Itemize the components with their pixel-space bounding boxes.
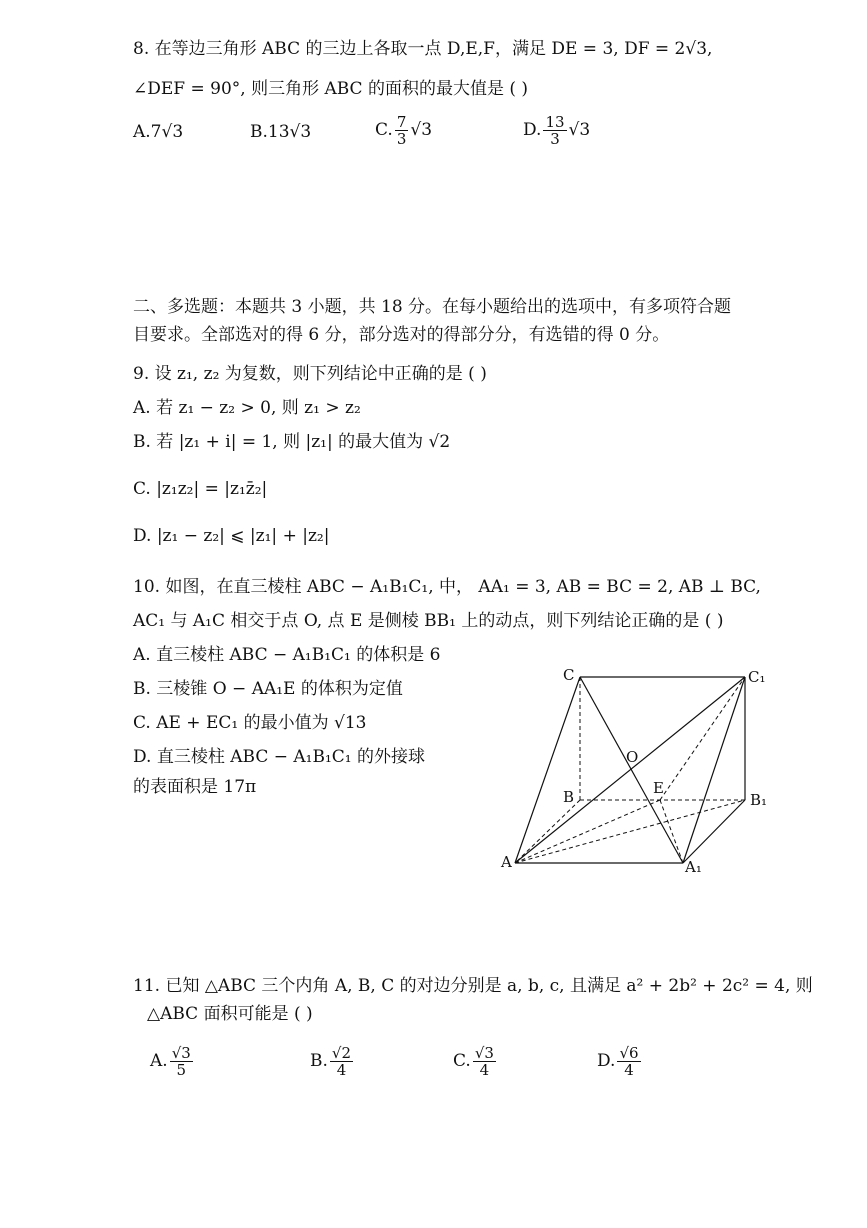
q10-stem-line1: 10. 如图，在直三棱柱 ABC − A₁B₁C₁, 中， AA₁ = 3, AB = BC = 2, AB ⊥ BC, <box>133 577 761 597</box>
q10-option-b[interactable]: B. 三棱锥 O − AA₁E 的体积为定值 <box>133 679 403 699</box>
label-e: E <box>653 779 664 797</box>
q11-option-d-fraction <box>617 1045 640 1078</box>
q10-prism-figure <box>495 660 785 885</box>
segment-e-a1 <box>660 800 683 863</box>
q8-option-c-numerator: 7 <box>396 112 407 131</box>
q8-option-d-fraction <box>543 114 566 147</box>
label-a1: A₁ <box>685 858 702 876</box>
q11-option-c-denominator: 4 <box>479 1060 490 1079</box>
edge-b1-a1 <box>683 800 745 863</box>
label-c: C <box>563 666 575 684</box>
q8-option-d[interactable] <box>523 108 590 152</box>
q11-option-d[interactable] <box>597 1038 643 1084</box>
q11-option-a-label: A. <box>150 1051 168 1071</box>
q8-stem-line1: 8. 在等边三角形 ABC 的三边上各取一点 D,E,F，满足 DE = 3, DF = 2√3, <box>133 39 713 59</box>
q11-option-c-fraction <box>473 1045 496 1078</box>
edge-b-a <box>515 800 580 863</box>
q10-option-a[interactable]: A. 直三棱柱 ABC − A₁B₁C₁ 的体积是 6 <box>133 645 441 665</box>
q11-stem-line2: △ABC 面积可能是 ( ) <box>147 1004 313 1024</box>
q11-option-c[interactable] <box>453 1038 498 1084</box>
q11-option-d-denominator: 4 <box>624 1060 634 1079</box>
label-o: O <box>626 748 639 766</box>
q8-option-b[interactable] <box>250 112 311 152</box>
q10-option-c[interactable]: C. AE + EC₁ 的最小值为 √13 <box>133 713 367 733</box>
segment-e-c1 <box>660 677 745 800</box>
q8-option-a-text: A.7√3 <box>133 122 184 142</box>
q9-option-a[interactable]: A. 若 z₁ − z₂ > 0, 则 z₁ > z₂ <box>133 398 361 418</box>
q11-option-b-denominator: 4 <box>336 1060 347 1079</box>
edge-c-a1 <box>580 677 683 863</box>
q11-option-b[interactable] <box>310 1038 355 1084</box>
q9-option-b[interactable]: B. 若 |z₁ + i| = 1, 则 |z₁| 的最大值为 √2 <box>133 432 451 452</box>
q10-stem-line2: AC₁ 与 A₁C 相交于点 O, 点 E 是侧棱 BB₁ 上的动点，则下列结论正确的是 ( ) <box>133 611 724 631</box>
q11-option-b-fraction <box>330 1045 353 1078</box>
label-c1: C₁ <box>748 668 766 686</box>
q11-option-c-label: C. <box>453 1051 471 1071</box>
label-b: B <box>563 788 575 806</box>
q8-option-d-denominator: 3 <box>550 129 560 148</box>
q11-option-b-label: B. <box>310 1051 328 1071</box>
q8-option-d-root: √3 <box>568 120 591 140</box>
q11-option-d-numerator: √6 <box>619 1043 639 1062</box>
q11-option-a-denominator: 5 <box>176 1060 187 1079</box>
label-a: A <box>501 853 512 871</box>
q8-option-d-numerator: 13 <box>545 112 565 131</box>
q9-option-d[interactable]: D. |z₁ − z₂| ⩽ |z₁| + |z₂| <box>133 526 330 546</box>
q11-option-d-label: D. <box>597 1051 616 1071</box>
section2-heading-line1: 二、多选题：本题共 3 小题，共 18 分。在每小题给出的选项中，有多项符合题 <box>133 297 732 317</box>
q9-stem: 9. 设 z₁, z₂ 为复数，则下列结论中正确的是 ( ) <box>133 364 487 384</box>
label-b1: B₁ <box>750 791 768 809</box>
q8-option-c-denominator: 3 <box>396 129 407 148</box>
q8-option-c-label: C. <box>375 120 393 140</box>
q8-stem-line2: ∠DEF = 90°, 则三角形 ABC 的面积的最大值是 ( ) <box>133 79 529 99</box>
q11-option-a[interactable] <box>150 1038 195 1084</box>
q11-option-b-numerator: √2 <box>331 1043 352 1062</box>
q8-option-d-label: D. <box>523 120 542 140</box>
q11-option-c-numerator: √3 <box>474 1043 494 1062</box>
q11-option-a-numerator: √3 <box>171 1043 191 1062</box>
q8-option-a[interactable] <box>133 112 183 152</box>
edge-a-c <box>515 677 580 863</box>
q11-option-a-fraction <box>170 1045 193 1078</box>
q11-stem-line1: 11. 已知 △ABC 三个内角 A, B, C 的对边分别是 a, b, c, 且满足 a² + 2b² + 2c² = 4, 则 <box>133 976 813 996</box>
q10-option-d-line2: 的表面积是 17π <box>133 777 257 797</box>
q9-option-c[interactable]: C. |z₁z₂| = |z₁z̄₂| <box>133 479 268 499</box>
q8-option-c-root: √3 <box>410 120 433 140</box>
section2-heading-line2: 目要求。全部选对的得 6 分，部分选对的得部分分，有选错的得 0 分。 <box>133 325 670 345</box>
segment-a-e <box>515 800 660 863</box>
q8-option-b-text: B.13√3 <box>250 122 312 142</box>
q10-option-d-line1[interactable]: D. 直三棱柱 ABC − A₁B₁C₁ 的外接球 <box>133 747 426 767</box>
segment-a-b1 <box>515 800 745 863</box>
q8-option-c-fraction <box>395 114 409 147</box>
edge-c1-a1 <box>683 677 745 863</box>
q8-option-c[interactable] <box>375 108 432 152</box>
